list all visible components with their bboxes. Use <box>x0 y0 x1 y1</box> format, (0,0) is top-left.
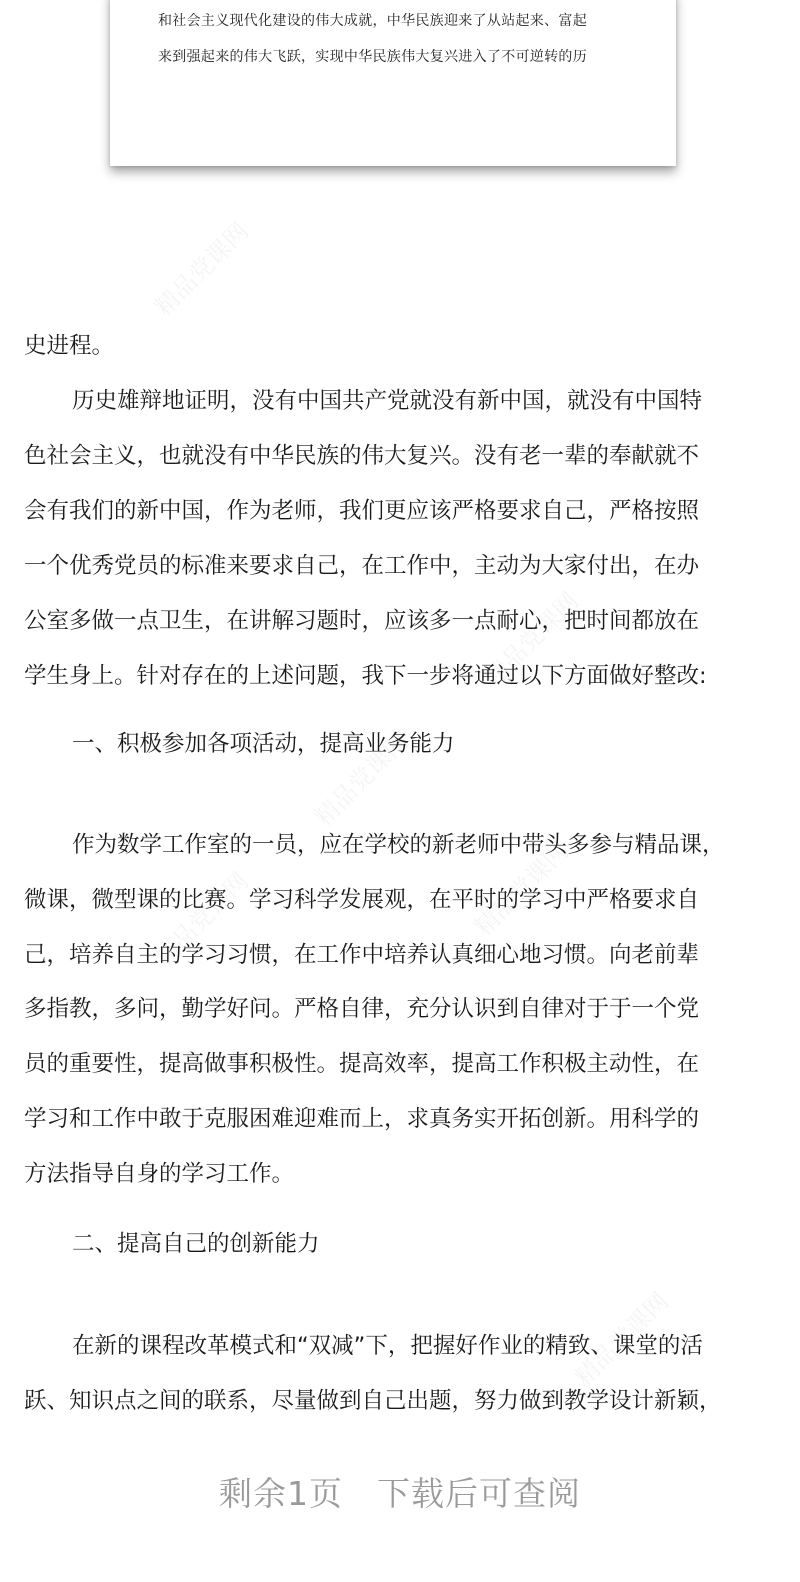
paragraph-line: 色社会主义，也就没有中华民族的伟大复兴。没有老一辈的奉献就不 <box>24 443 700 469</box>
preview-line: 和社会主义现代化建设的伟大成就，中华民族迎来了从站起来、富起 <box>158 13 587 29</box>
paragraph-line: 作为数学工作室的一员，应在学校的新老师中带头多参与精品课， <box>72 832 725 858</box>
paragraph-line: 微课，微型课的比赛。学习科学发展观，在平时的学习中严格要求自 <box>24 887 700 913</box>
paragraph-line: 历史雄辩地证明，没有中国共产党就没有新中国，就没有中国特 <box>72 388 703 414</box>
paragraph-line: 方法指导自身的学习工作。 <box>24 1161 295 1187</box>
section-heading: 二、提高自己的创新能力 <box>72 1231 320 1257</box>
paragraph-line: 一个优秀党员的标准来要求自己，在工作中，主动为大家付出，在办 <box>24 553 700 579</box>
paragraph-line: 学习和工作中敢于克服困难迎难而上，求真务实开拓创新。用科学的 <box>24 1106 700 1132</box>
paragraph-line: 多指教，多问，勤学好问。严格自律，充分认识到自律对于于一个党 <box>24 996 700 1022</box>
paragraph-line: 会有我们的新中国，作为老师，我们更应该严格要求自己，严格按照 <box>24 498 700 524</box>
paragraph-line: 跃、知识点之间的联系，尽量做到自己出题，努力做到教学设计新颖， <box>24 1388 722 1414</box>
paragraph-line: 学生身上。针对存在的上述问题，我下一步将通过以下方面做好整改: <box>24 663 707 689</box>
paragraph-line: 公室多做一点卫生，在讲解习题时，应该多一点耐心，把时间都放在 <box>24 608 700 634</box>
preview-page-card <box>110 0 676 166</box>
paragraph-line: 己，培养自主的学习习惯，在工作中培养认真细心地习惯。向老前辈 <box>24 942 700 968</box>
paragraph-line: 在新的课程改革模式和“双减”下，把握好作业的精致、课堂的活 <box>72 1333 703 1359</box>
watermark <box>145 213 255 323</box>
paragraph-line: 员的重要性，提高做事积极性。提高效率，提高工作积极主动性，在 <box>24 1051 700 1077</box>
remaining-pages-notice[interactable]: 剩余1页 下载后可查阅 <box>219 1474 581 1513</box>
preview-line: 来到强起来的伟大飞跃，实现中华民族伟大复兴进入了不可逆转的历 <box>158 49 587 65</box>
section-heading: 一、积极参加各项活动，提高业务能力 <box>72 731 455 757</box>
paragraph-line: 史进程。 <box>24 333 115 359</box>
